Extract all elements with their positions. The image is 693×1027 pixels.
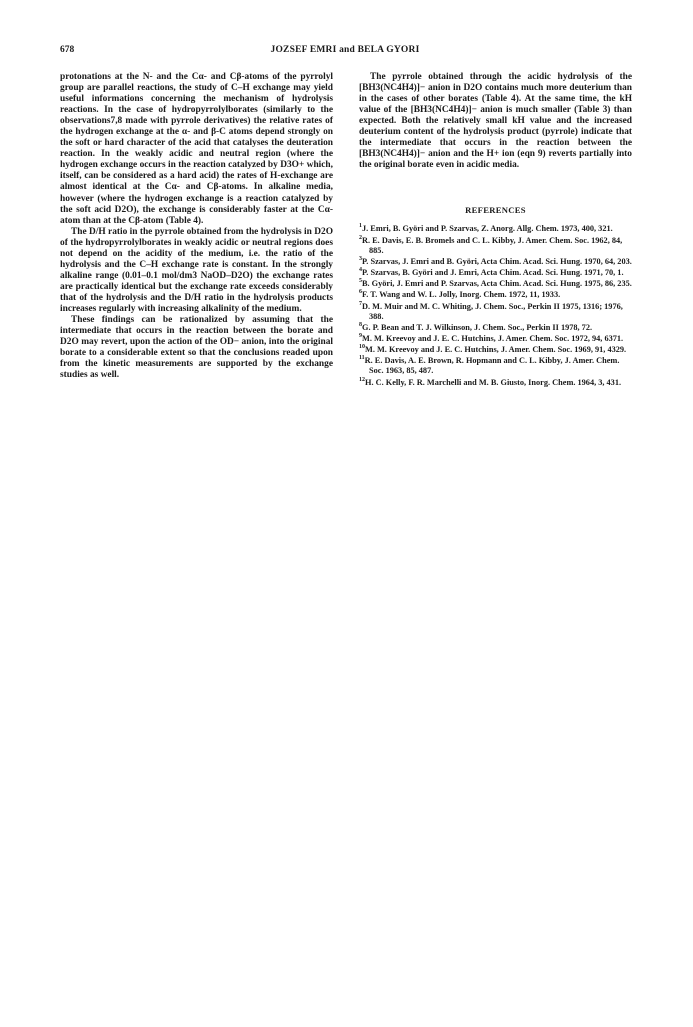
reference-number: 10: [359, 344, 365, 351]
reference-item: [359, 257, 632, 267]
reference-text: B. Györi, J. Emri and P. Szarvas, Acta Chim. Acad. Sci. Hung. 1975, 86, 235.: [362, 279, 632, 289]
reference-item: [359, 302, 632, 322]
reference-text: J. Emri, B. Györi and P. Szarvas, Z. Anorg. Allg. Chem. 1973, 400, 321.: [362, 224, 613, 234]
reference-text: P. Szarvas, J. Emri and B. Györi, Acta Chim. Acad. Sci. Hung. 1970, 64, 203.: [362, 256, 632, 266]
reference-list: [359, 224, 632, 387]
reference-number: 12: [359, 376, 365, 383]
reference-text: R. E. Davis, E. B. Bromels and C. L. Kibby, J. Amer. Chem. Soc. 1962, 84, 885.: [362, 235, 623, 255]
right-column: [359, 72, 632, 389]
reference-item: [359, 224, 632, 234]
reference-item: [359, 345, 632, 355]
reference-number: 9: [359, 333, 362, 340]
body-paragraph: The D/H ratio in the pyrrole obtained from the hydrolysis in D2O of the hydropyrrolylborates in weakly acidic or neutral regions does not depend on the acidity of the medium, i.e. the ratio of the hydrolysis and the C–H exchange rate is constant. In the strongly alkaline range (0.01–0.1 mol/dm3 NaOD–D2O) the exchange rates are practically identical but the exchange rate exceeds considerably that of the hydrolysis and the D/H ratio in the hydrolysis products increases regularly with increasing alkalinity of the medium.: [60, 226, 333, 314]
reference-item: [359, 268, 632, 278]
reference-number: 11: [359, 355, 365, 362]
reference-item: [359, 290, 632, 300]
reference-text: F. T. Wang and W. L. Jolly, Inorg. Chem. 1972, 11, 1933.: [362, 290, 561, 300]
reference-number: 8: [359, 322, 362, 329]
reference-number: 2: [359, 234, 362, 241]
reference-text: M. M. Kreevoy and J. E. C. Hutchins, J. Amer. Chem. Soc. 1972, 94, 6371.: [362, 333, 624, 343]
reference-text: D. M. Muir and M. C. Whiting, J. Chem. Soc., Perkin II 1975, 1316; 1976, 388.: [362, 301, 623, 321]
reference-item: [359, 279, 632, 289]
references-heading: REFERENCES: [465, 205, 526, 216]
reference-number: 4: [359, 267, 362, 274]
reference-item: [359, 323, 632, 333]
reference-number: 1: [359, 223, 362, 230]
reference-text: R. E. Davis, A. E. Brown, R. Hopmann and C. L. Kibby, J. Amer. Chem. Soc. 1963, 85, 487.: [364, 356, 620, 376]
body-paragraph: These findings can be rationalized by assuming that the intermediate that occurs in the reaction between the borate and D2O may revert, upon the action of the OD− anion, into the original borate to a considerable extent so that the conclusions readed upon from the kinetic measurements are supported by the exchange studies as well.: [60, 315, 333, 381]
reference-text: P. Szarvas, B. Györi and J. Emri, Acta Chim. Acad. Sci. Hung. 1971, 70, 1.: [362, 268, 624, 278]
running-title: JOZSEF EMRI and BELA GYORI: [270, 45, 420, 55]
page-number: 678: [60, 45, 75, 55]
page-header: [60, 45, 630, 61]
reference-item: [359, 378, 632, 388]
body-paragraph: The pyrrole obtained through the acidic hydrolysis of the [BH3(NC4H4)]− anion in D2O contains much more deuterium than in the cases of other borates (Table 4). At the same time, the kH value of the [BH3(NC4H4)]− anion is much smaller (Table 3) than expected. Both the relatively small kH value and the increased deuterium content of the hydrolysis product (pyrrole) indicate that the intermediate that occurs in the reaction between the [BH3(NC4H4)]− anion and the H+ ion (eqn 9) reverts partially into the original borate even in acidic media.: [359, 72, 632, 171]
reference-item: [359, 356, 632, 376]
reference-text: H. C. Kelly, F. R. Marchelli and M. B. Giusto, Inorg. Chem. 1964, 3, 431.: [365, 377, 622, 387]
reference-number: 7: [359, 300, 362, 307]
reference-number: 6: [359, 289, 362, 296]
reference-text: M. M. Kreevoy and J. E. C. Hutchins, J. Amer. Chem. Soc. 1969, 91, 4329.: [365, 345, 627, 355]
reference-text: G. P. Bean and T. J. Wilkinson, J. Chem. Soc., Perkin II 1978, 72.: [362, 322, 593, 332]
left-column: [60, 72, 333, 381]
reference-item: [359, 236, 632, 256]
reference-number: 5: [359, 278, 362, 285]
body-paragraph: protonations at the N- and the Cα- and Cβ-atoms of the pyrrolyl group are parallel reactions, the study of C–H exchange may yield useful informations concerning the mechanism of hydrolysis reactions. In the case of hydropyrrolylborates (similarly to the observations7,8 made with pyrrole derivatives) the relative rates of the hydrogen exchange at the α- and β-C atoms depend strongly on the soft or hard character of the acid that catalyses the deuteration reaction. In the weakly acidic and neutral region (where the hydrogen exchange occurs in the reaction catalyzed by D3O+ which, itself, can be considered as a hard acid) the rates of H-exchange are almost identical at the Cα- and Cβ-atoms. In alkaline media, however (where the hydrogen exchange is a reaction catalyzed by the soft acid D2O), the exchange is considerably faster at the Cα-atom than at the Cβ-atom (Table 4).: [60, 72, 333, 226]
reference-number: 3: [359, 256, 362, 263]
reference-item: [359, 334, 632, 344]
